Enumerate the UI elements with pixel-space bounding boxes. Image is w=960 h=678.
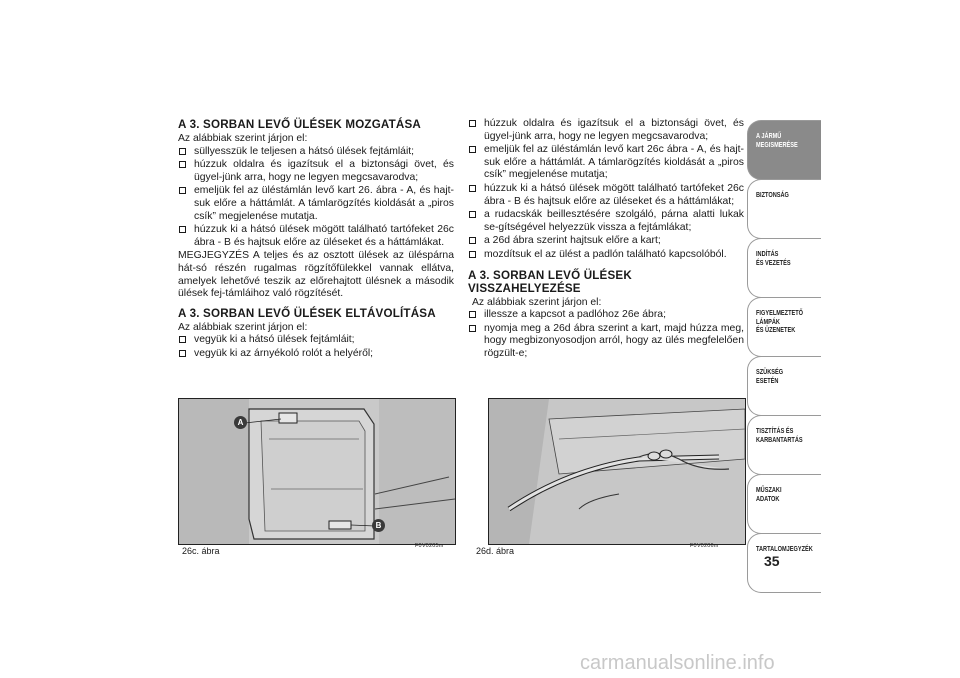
- figure-code: F0V0205m: [415, 543, 444, 549]
- list-item: húzzuk ki a hátsó ülések mögött található tartófeket 26c ábra - B és hajtsuk előre az üléseket és a háttámlákat;: [468, 183, 744, 208]
- tab-safety[interactable]: BIZTONSÁG: [747, 179, 821, 239]
- page-number: 35: [764, 553, 780, 569]
- marker-a: A: [234, 416, 247, 429]
- tab-emergency[interactable]: SZÜKSÉG ESETÉN: [747, 356, 821, 416]
- checkbox-bullet-icon: [179, 336, 186, 343]
- tab-warning-lights[interactable]: FIGYELMEZTETŐ LÁMPÁK ÉS ÜZENETEK: [747, 297, 821, 357]
- checkbox-bullet-icon: [469, 311, 476, 318]
- checkbox-bullet-icon: [179, 226, 186, 233]
- figure-caption: 26d. ábra: [476, 546, 515, 556]
- figure-caption: 26c. ábra: [182, 546, 220, 556]
- tab-starting-driving[interactable]: INDÍTÁS ÉS VEZETÉS: [747, 238, 821, 298]
- section-title-removing: A 3. SORBAN LEVŐ ÜLÉSEK ELTÁVOLÍTÁSA: [178, 306, 436, 320]
- list-item: mozdítsuk el az ülést a padlón található kapcsolóból.: [468, 249, 744, 262]
- checkbox-bullet-icon: [469, 185, 476, 192]
- section-intro: Az alábbiak szerint járjon el:: [178, 321, 308, 333]
- tab-vehicle-familiarization[interactable]: A JÁRMŰ MEGISMERÉSE: [747, 120, 821, 180]
- tab-technical-data[interactable]: MŰSZAKI ADATOK: [747, 474, 821, 534]
- section-intro: Az alábbiak szerint járjon el:: [178, 133, 308, 144]
- list-item: emeljük fel az üléstámlán levő kart 26. ábra - A, és hajt-suk előre a háttámlát. A támlarögzítés kioldását a „piros csík” megjelenése mutatja.: [178, 185, 454, 223]
- continued-steps-list: [468, 118, 744, 262]
- checkbox-bullet-icon: [179, 148, 186, 155]
- moving-steps-list: [178, 146, 454, 250]
- figure-26d-seat-lever: [488, 398, 746, 545]
- chapter-tabs: [747, 120, 821, 592]
- checkbox-bullet-icon: [469, 237, 476, 244]
- left-text-column: [178, 118, 454, 362]
- right-text-column: [468, 118, 744, 362]
- figure-26c-seat-rear: [178, 398, 456, 545]
- list-item: vegyük ki az árnyékoló rolót a helyéről;: [178, 348, 454, 361]
- checkbox-bullet-icon: [469, 211, 476, 218]
- checkbox-bullet-icon: [179, 187, 186, 194]
- tab-cleaning-maintenance[interactable]: TISZTÍTÁS ÉS KARBANTARTÁS: [747, 415, 821, 475]
- checkbox-bullet-icon: [469, 146, 476, 153]
- refitting-steps-list: [468, 309, 744, 360]
- checkbox-bullet-icon: [469, 120, 476, 127]
- section-title-moving: A 3. SORBAN LEVŐ ÜLÉSEK MOZGATÁSA: [178, 118, 421, 131]
- list-item: süllyesszük le teljesen a hátsó ülések fejtámláit;: [178, 146, 454, 159]
- removing-steps-list: [178, 334, 454, 360]
- marker-b: B: [372, 519, 385, 532]
- checkbox-bullet-icon: [469, 325, 476, 332]
- list-item: húzzuk oldalra és igazítsuk el a biztonsági övet, és ügyel-jünk arra, hogy ne legyen megcsavarodva;: [468, 118, 744, 143]
- note-paragraph: MEGJEGYZÉS A teljes és az osztott ülések az üléspárna hát-só részén rugalmas rögzítőfülekkel vannak ellátva, amelyek lehetővé teszik az előrehajtott ülésnek a második ülések fej-támláihoz való rögzítését.: [178, 250, 454, 300]
- list-item: emeljük fel az üléstámlán levő kart 26c ábra - A, és hajt-suk előre a háttámlát. A támlarögzítés kioldását a „piros csík” megjelenése mutatja;: [468, 144, 744, 182]
- tab-index[interactable]: TARTALOMJEGYZÉK: [747, 533, 821, 593]
- list-item: a rudacskák beillesztésére szolgáló, párna alatti lukak se-gítségével helyezzük vissza a fejtámlákat;: [468, 209, 744, 234]
- section-title-refitting: A 3. SORBAN LEVŐ ÜLÉSEK VISSZAHELYEZÉSE: [468, 268, 632, 295]
- checkbox-bullet-icon: [179, 350, 186, 357]
- checkbox-bullet-icon: [179, 161, 186, 168]
- list-item: vegyük ki a hátsó ülések fejtámláit;: [178, 334, 454, 347]
- list-item: húzzuk oldalra és igazítsuk el a biztonsági övet, és ügyel-jünk arra, hogy ne legyen megcsavarodva;: [178, 159, 454, 184]
- seat-illustration: [179, 399, 455, 544]
- list-item: húzzuk ki a hátsó ülések mögött található tartófeket 26c ábra - B és hajtsuk előre az üléseket és a háttámlákat.: [178, 224, 454, 249]
- section-intro: Az alábbiak szerint járjon el:: [472, 296, 602, 308]
- checkbox-bullet-icon: [469, 251, 476, 258]
- figure-code: F0V0206m: [690, 543, 719, 549]
- list-item: nyomja meg a 26d ábra szerint a kart, majd húzza meg, hogy megbizonyosodjon arról, hogy az ülés megfelelően rögzült-e;: [468, 323, 744, 361]
- watermark: carmanualsonline.info: [580, 652, 775, 674]
- list-item: a 26d ábra szerint hajtsuk előre a kart;: [468, 235, 744, 248]
- list-item: illessze a kapcsot a padlóhoz 26e ábra;: [468, 309, 744, 322]
- lever-illustration: [489, 399, 745, 544]
